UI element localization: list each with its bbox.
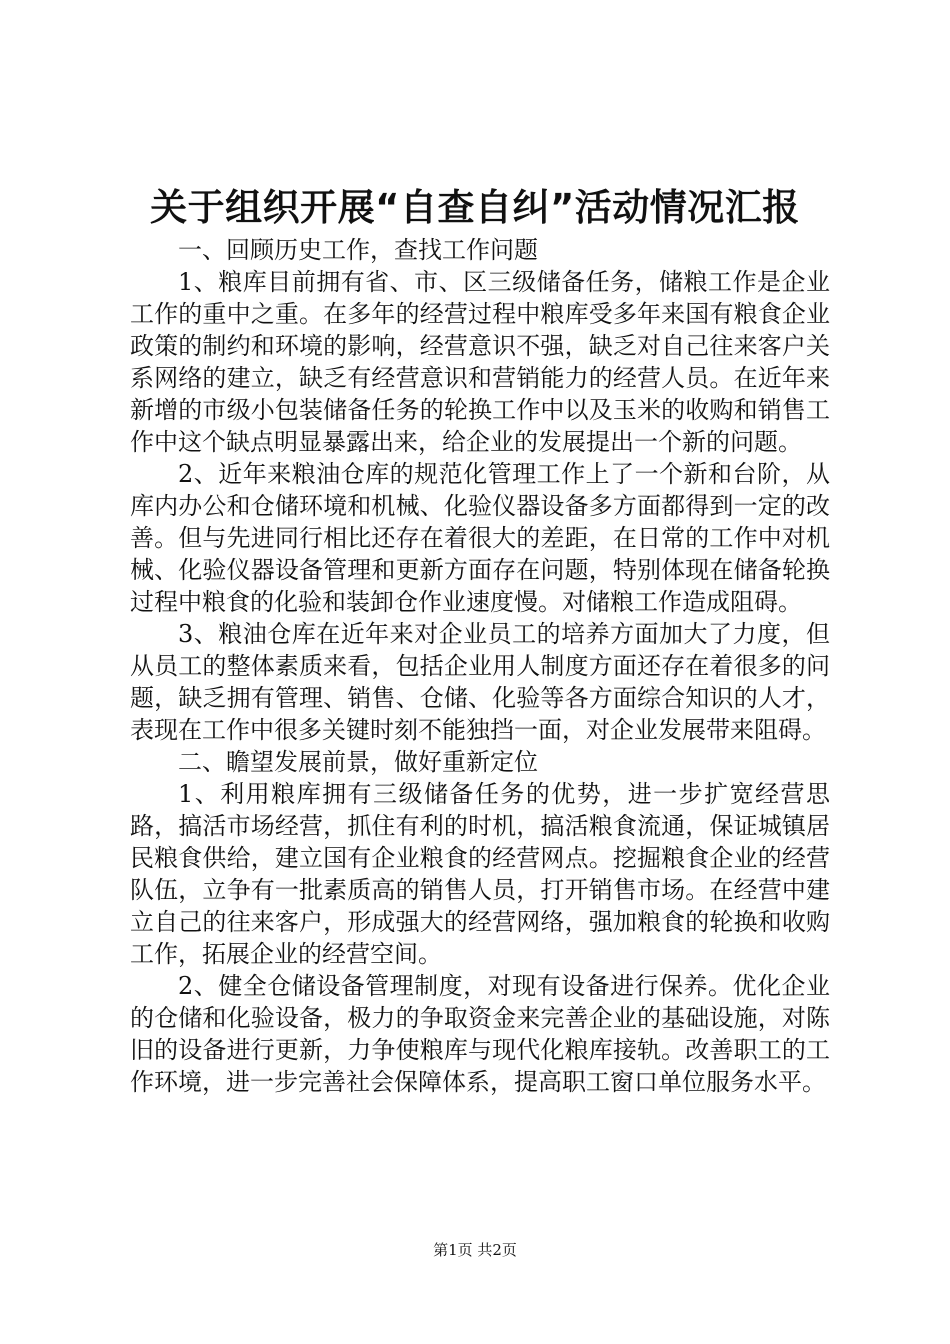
paragraph-1-3: 3、粮油仓库在近年来对企业员工的培养方面加大了力度，但从员工的整体素质来看，包括企业用人制度方面还存在着很多的问题，缺乏拥有管理、销售、仓储、化验等各方面综合知识的人才，表现在工作中很多关键时刻不能独挡一面，对企业发展带来阻碍。: [130, 620, 830, 744]
paragraph-1-1: 1、粮库目前拥有省、市、区三级储备任务，储粮工作是企业工作的重中之重。在多年的经营过程中粮库受多年来国有粮食企业政策的制约和环境的影响，经营意识不强，缺乏对自己往来客户关系网络的建立，缺乏有经营意识和营销能力的经营人员。在近年来新增的市级小包装储备任务的轮换工作中以及玉米的收购和销售工作中这个缺点明显暴露出来，给企业的发展提出一个新的问题。: [130, 268, 830, 456]
section-heading-2: 二、瞻望发展前景，做好重新定位: [178, 748, 538, 776]
section-heading-1: 一、回顾历史工作，查找工作问题: [178, 236, 538, 264]
document-body: [130, 234, 830, 1098]
paragraph-2-2: 2、健全仓储设备管理制度，对现有设备进行保养。优化企业的仓储和化验设备，极力的争取资金来完善企业的基础设施，对陈旧的设备进行更新，力争使粮库与现代化粮库接轨。改善职工的工作环境，进一步完善社会保障体系，提高职工窗口单位服务水平。: [130, 972, 830, 1096]
document-title: 关于组织开展“自查自纠”活动情况汇报: [150, 186, 800, 229]
page-footer: 第1页 共2页: [433, 1241, 517, 1259]
paragraph-2-1: 1、利用粮库拥有三级储备任务的优势，进一步扩宽经营思路，搞活市场经营，抓住有利的时机，搞活粮食流通，保证城镇居民粮食供给，建立国有企业粮食的经营网点。挖掘粮食企业的经营队伍，立争有一批素质高的销售人员，打开销售市场。在经营中建立自己的往来客户，形成强大的经营网络，强加粮食的轮换和收购工作，拓展企业的经营空间。: [130, 780, 830, 968]
paragraph-1-2: 2、近年来粮油仓库的规范化管理工作上了一个新和台阶，从库内办公和仓储环境和机械、化验仪器设备多方面都得到一定的改善。但与先进同行相比还存在着很大的差距，在日常的工作中对机械、化验仪器设备管理和更新方面存在问题，特别体现在储备轮换过程中粮食的化验和装卸仓作业速度慢。对储粮工作造成阻碍。: [130, 460, 830, 616]
